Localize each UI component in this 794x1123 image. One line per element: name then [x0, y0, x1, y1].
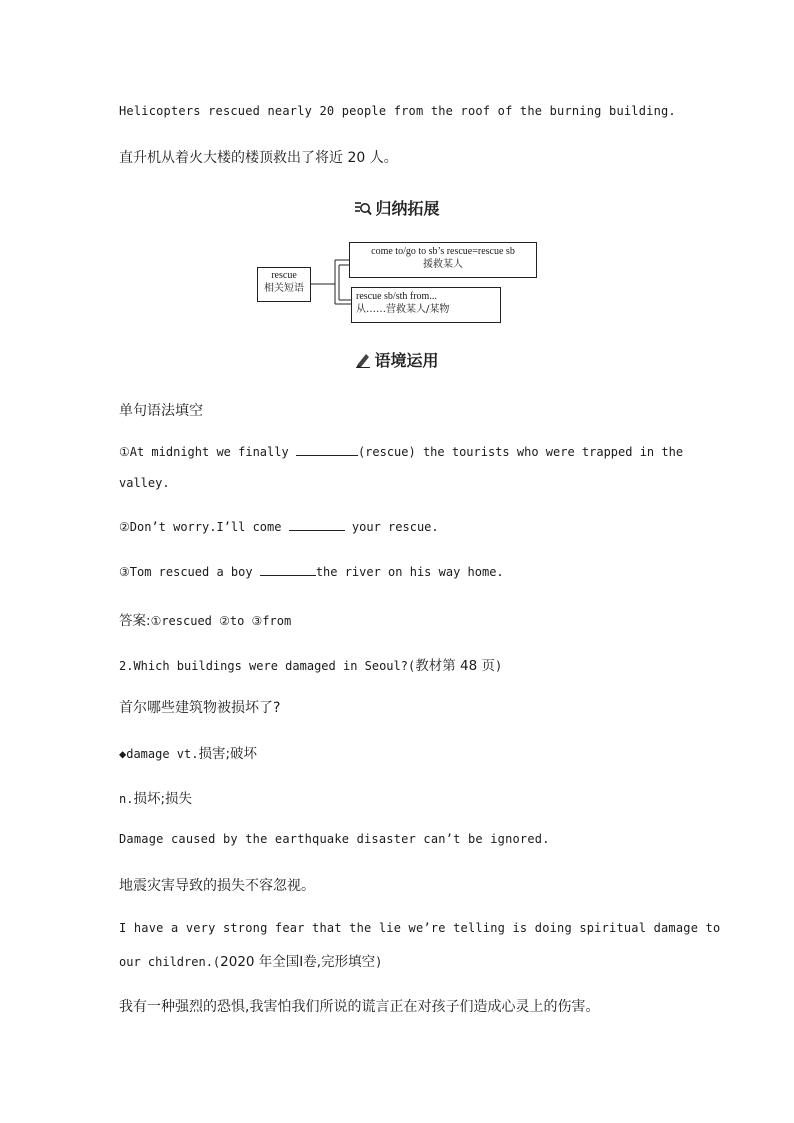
branch-box-2 [351, 287, 501, 323]
root-box-zh: 相关短语 [264, 283, 304, 294]
example-3-en-line1: I have a very strong fear that the lie we’re telling is doing spiritual damage to [119, 921, 721, 935]
branch-box-1 [349, 242, 537, 278]
section-summary-heading [0, 196, 794, 220]
answer-line [119, 609, 291, 629]
exercise-heading: 单句语法填空 [119, 403, 203, 419]
example-3-en-line2-a: our children.( [119, 955, 221, 969]
word-entry-verb-zh: 损害;破坏 [198, 746, 258, 762]
example-sentence-en: Helicopters rescued nearly 20 people from the roof of the burning building. [119, 104, 676, 118]
question-2-block-title [119, 654, 502, 674]
section-usage-title: 语境运用 [374, 351, 439, 370]
question-3-suffix: the river on his way home. [315, 565, 504, 579]
example-2-en: Damage caused by the earthquake disaster can’t be ignored. [119, 832, 550, 846]
section-summary-title: 归纳拓展 [375, 199, 440, 218]
example-2-zh: 地震灾害导致的损失不容忽视。 [119, 878, 315, 894]
example-3-source: 2020 年全国Ⅰ卷,完形填空 [220, 954, 376, 970]
pencil-icon [355, 352, 371, 372]
question-3 [119, 565, 504, 579]
branch-box-1-zh: 援救某人 [423, 259, 463, 270]
answer-text: ①rescued ②to ③from [150, 614, 292, 628]
magnifier-list-icon [354, 200, 372, 220]
question-3-prefix: ③Tom rescued a boy [119, 565, 260, 579]
root-box-en: rescue [271, 270, 297, 281]
branch-box-2-en: rescue sb/sth from... [356, 291, 437, 302]
root-box [257, 267, 311, 302]
question-1 [119, 445, 683, 459]
answer-blank-1[interactable] [296, 445, 358, 456]
question-1-continuation: valley. [119, 476, 170, 490]
word-entry-noun-zh: 损坏;损失 [133, 791, 193, 807]
example-sentence-zh: 直升机从着火大楼的楼顶救出了将近 20 人。 [119, 150, 398, 166]
answer-label: 答案: [119, 613, 151, 629]
example-3-en-line2 [119, 950, 382, 970]
word-entry-verb-en: ◆damage vt. [119, 747, 199, 761]
question-1-prefix: ①At midnight we finally [119, 445, 296, 459]
word-entry-verb [119, 742, 257, 762]
branch-box-1-en: come to/go to sb’s rescue=rescue sb [371, 246, 515, 257]
question-2-block-cn: 首尔哪些建筑物被损坏了? [119, 700, 281, 716]
question-1-suffix: (rescue) the tourists who were trapped in the [357, 445, 684, 459]
question-2-prefix: ②Don’t worry.I’ll come [119, 520, 289, 534]
answer-blank-2[interactable] [289, 520, 345, 531]
section-usage-heading [0, 348, 794, 372]
branch-box-2-zh: 从……营救某人/某物 [356, 304, 450, 315]
example-3-en-line2-c: ) [375, 955, 383, 969]
question-2-block-en: 2.Which buildings were damaged in Seoul?( [119, 659, 416, 673]
question-2 [119, 520, 439, 534]
question-2-block-end: ) [494, 659, 503, 673]
example-3-zh: 我有一种强烈的恐惧,我害怕我们所说的谎言正在对孩子们造成心灵上的伤害。 [119, 999, 600, 1015]
question-2-suffix: your rescue. [344, 520, 439, 534]
question-2-block-source: 教材第 48 页 [415, 658, 495, 674]
word-entry-noun [119, 787, 192, 807]
phrase-diagram [255, 240, 545, 326]
answer-blank-3[interactable] [260, 565, 316, 576]
word-entry-noun-en: n. [119, 792, 134, 806]
